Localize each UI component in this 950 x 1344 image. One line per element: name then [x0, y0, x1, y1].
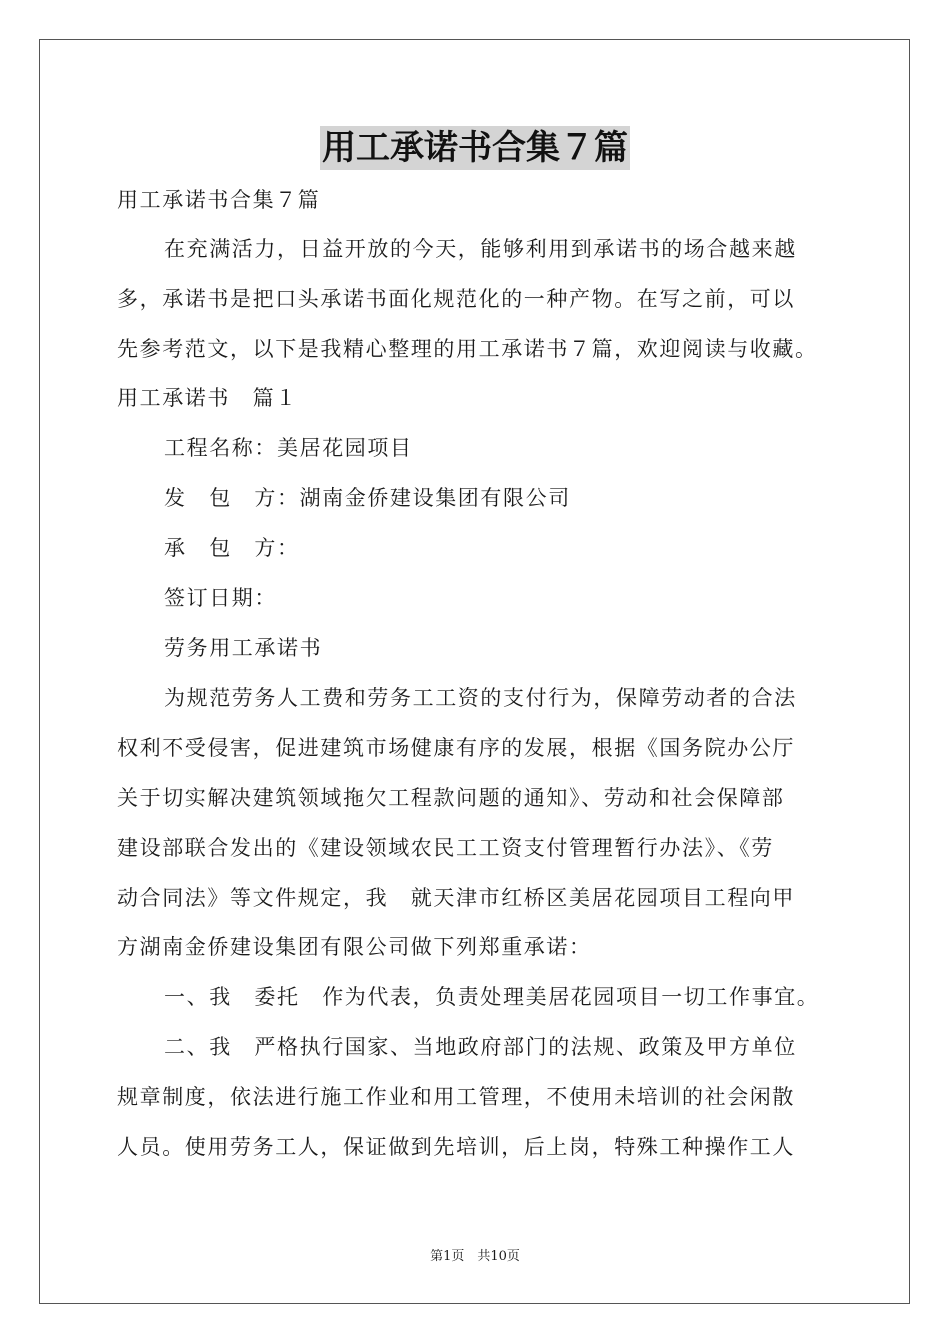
paragraph-line: 先参考范文，以下是我精心整理的用工承诺书７篇，欢迎阅读与收藏。	[117, 337, 818, 361]
paragraph-line: 方湖南金侨建设集团有限公司做下列郑重承诺：	[117, 935, 592, 959]
page-number-label: 第1页 共10页	[430, 1249, 520, 1264]
project-name-line: 工程名称：美居花园项目	[164, 436, 413, 460]
paragraph-line: 规章制度，依法进行施工作业和用工管理，不使用未培训的社会闲散	[117, 1085, 795, 1109]
clause-one: 一、我 委托 作为代表，负责处理美居花园项目一切工作事宜。	[164, 985, 820, 1009]
clause-two: 二、我 严格执行国家、当地政府部门的法规、政策及甲方单位	[164, 1035, 797, 1059]
paragraph-line: 建设部联合发出的《建设领域农民工工资支付管理暂行办法》、《劳	[117, 836, 774, 860]
paragraph-line: 在充满活力，日益开放的今天，能够利用到承诺书的场合越来越	[164, 237, 797, 261]
employer-line: 发 包 方：湖南金侨建设集团有限公司	[164, 486, 571, 510]
signing-date-line: 签订日期：	[164, 586, 277, 610]
paragraph-line: 权利不受侵害，促进建筑市场健康有序的发展，根据《国务院办公厅	[117, 736, 795, 760]
subtitle-line: 用工承诺书合集７篇	[117, 188, 321, 212]
page-footer	[0, 1248, 950, 1266]
paragraph-line: 多，承诺书是把口头承诺书面化规范化的一种产物。在写之前，可以	[117, 287, 795, 311]
paragraph-line: 动合同法》等文件规定，我 就天津市红桥区美居花园项目工程向甲	[117, 886, 795, 910]
paragraph-line: 关于切实解决建筑领域拖欠工程款问题的通知》、劳动和社会保障部	[117, 786, 785, 810]
document-title: 用工承诺书合集７篇	[322, 128, 628, 168]
paragraph-line: 为规范劳务人工费和劳务工工资的支付行为，保障劳动者的合法	[164, 686, 797, 710]
page-border	[39, 39, 910, 1304]
title-container	[0, 126, 950, 170]
contractor-line: 承 包 方：	[164, 536, 300, 560]
commitment-heading: 劳务用工承诺书	[164, 636, 323, 660]
section-heading: 用工承诺书 篇１	[117, 386, 298, 410]
paragraph-line: 人员。使用劳务工人，保证做到先培训，后上岗，特殊工种操作工人	[117, 1135, 795, 1159]
